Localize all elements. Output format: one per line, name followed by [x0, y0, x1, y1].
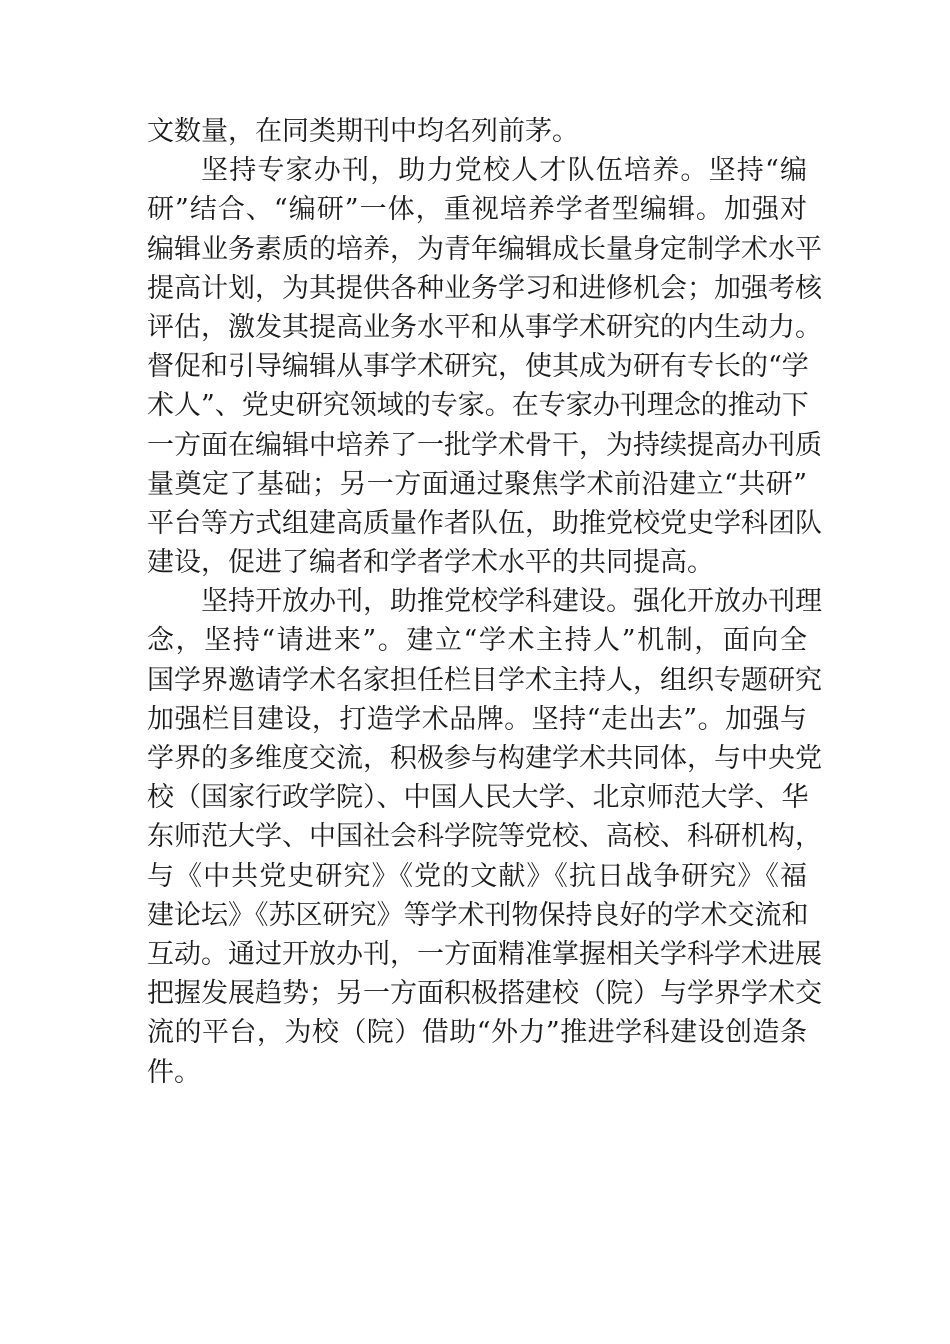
- paragraph-open-editing: [147, 582, 822, 1091]
- text-line: 提高计划，为其提供各种业务学习和进修机会；加强考核: [147, 272, 822, 304]
- text-line: 研”结合、“编研”一体，重视培养学者型编辑。加强对: [147, 194, 807, 226]
- text-line: 督促和引导编辑从事学术研究，使其成为研有专长的“学: [147, 351, 809, 383]
- paragraph-continuation: [147, 112, 807, 151]
- text-line: 校（国家行政学院）、中国人民大学、北京师范大学、华: [147, 782, 809, 814]
- text-line: 国学界邀请学术名家担任栏目学术主持人，组织专题研究: [147, 664, 822, 696]
- text-line: 坚持专家办刊，助力党校人才队伍培养。坚持“编: [201, 155, 807, 187]
- text-line: 学界的多维度交流，积极参与构建学术共同体，与中央党: [147, 743, 822, 774]
- text-line: 编辑业务素质的培养，为青年编辑成长量身定制学术水平: [147, 233, 822, 265]
- text-line: 加强栏目建设，打造学术品牌。坚持“走出去”。加强与: [147, 703, 807, 735]
- document-page: [147, 112, 822, 1092]
- text-line: 与《中共党史研究》《党的文献》《抗日战争研究》《福: [147, 860, 807, 892]
- text-line: 把握发展趋势；另一方面积极搭建校（院）与学界学术交: [147, 978, 822, 1010]
- text-line: 术人”、党史研究领域的专家。在专家办刊理念的推动下: [147, 390, 809, 422]
- paragraph-expert-editing: [147, 151, 822, 582]
- text-line: 一方面在编辑中培养了一批学术骨干，为持续提高办刊质: [147, 429, 822, 461]
- text-line: 互动。通过开放办刊，一方面精准掌握相关学科学术进展: [147, 938, 822, 970]
- text-line: 流的平台，为校（院）借助“外力”推进学科建设创造条: [147, 1017, 807, 1049]
- text-line: 建设，促进了编者和学者学术水平的共同提高。: [147, 547, 714, 579]
- text-line: 东师范大学、中国社会科学院等党校、高校、科研机构，: [147, 821, 822, 853]
- text-line: 件。: [147, 1056, 201, 1088]
- text-line: 坚持开放办刊，助推党校学科建设。强化开放办刊理: [201, 586, 822, 618]
- text-line: 平台等方式组建高质量作者队伍，助推党校党史学科团队: [147, 507, 822, 539]
- text-line: 建论坛》《苏区研究》等学术刊物保持良好的学术交流和: [147, 899, 809, 931]
- text-line: 量奠定了基础；另一方面通过聚焦学术前沿建立“共研”: [147, 468, 807, 500]
- text-line: 念，坚持“请进来”。建立“学术主持人”机制，面向全: [147, 625, 807, 657]
- text-line: 评估，激发其提高业务水平和从事学术研究的内生动力。: [147, 311, 822, 343]
- text-line: 文数量，在同类期刊中均名列前茅。: [147, 116, 579, 147]
